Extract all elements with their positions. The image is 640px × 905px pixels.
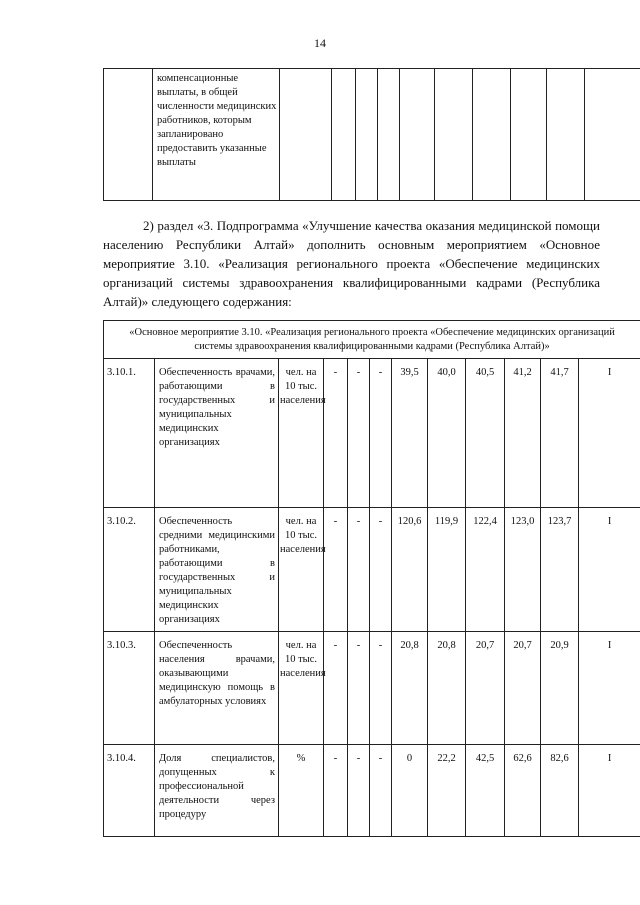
cell-value: 20,7 [466,632,505,745]
cell-value: 20,7 [505,632,541,745]
cell-value: 122,4 [466,508,505,632]
source-code: I [579,508,640,632]
cell-value: 123,7 [541,508,579,632]
unit: чел. на 10 тыс. населения [279,508,324,632]
cell-value: - [370,359,392,508]
unit: % [279,745,324,837]
cell-value: 123,0 [505,508,541,632]
unit: чел. на 10 тыс. населения [279,632,324,745]
cell-value: 42,5 [466,745,505,837]
table-row [104,508,640,632]
table-row [104,359,640,508]
row-number: 3.10.1. [104,359,155,508]
row-number: 3.10.3. [104,632,155,745]
cell-value: - [370,508,392,632]
cell-value: - [370,745,392,837]
indicator-description: Обеспеченность населения врачами, оказывающими медицинскую помощь в амбулаторных условиях [155,632,279,745]
cell-value: - [324,632,348,745]
indicator-description: компенсационные выплаты, в общей численности медицинских работников, которым запланировано предоставить указанные выплаты [153,69,280,201]
cell-value: 82,6 [541,745,579,837]
body-paragraph: 2) раздел «3. Подпрограмма «Улучшение качества оказания медицинской помощи населению Республики Алтай» дополнить основным мероприятием «Основное мероприятие 3.10. «Реализация регионального проекта «Обеспечение медицинских организаций системы здравоохранения квалифицированными кадрами (Республика Алтай)» следующего содержания: [103,218,600,309]
cell-value: 20,9 [541,632,579,745]
cell-value: - [324,359,348,508]
cell-value: - [348,359,370,508]
table-row [104,69,640,201]
previous-table-fragment [103,68,640,201]
page-number: 14 [314,36,326,50]
indicator-description: Обеспеченность врачами, работающими в государственных и муниципальных медицинских организациях [155,359,279,508]
cell-value: 22,2 [428,745,466,837]
cell-value: - [324,508,348,632]
cell-value: 40,5 [466,359,505,508]
cell-value: - [348,508,370,632]
row-number: 3.10.4. [104,745,155,837]
cell-value: - [348,632,370,745]
indicator-description: Обеспеченность средними медицинскими работниками, работающими в государственных и муниципальных медицинских организациях [155,508,279,632]
cell-value: - [370,632,392,745]
cell-value: 39,5 [392,359,428,508]
cell-value: - [324,745,348,837]
cell-value: 40,0 [428,359,466,508]
source-code: I [579,745,640,837]
cell-value: - [348,745,370,837]
indicators-table [103,320,640,837]
cell-value: 41,2 [505,359,541,508]
cell-value: 20,8 [392,632,428,745]
unit: чел. на 10 тыс. населения [279,359,324,508]
source-code: I [579,359,640,508]
row-number: 3.10.2. [104,508,155,632]
cell-value: 41,7 [541,359,579,508]
indicator-description: Доля специалистов, допущенных к профессиональной деятельности через процедуру [155,745,279,837]
cell-value: 62,6 [505,745,541,837]
table-heading: «Основное мероприятие 3.10. «Реализация регионального проекта «Обеспечение медицинских организаций системы здравоохранения квалифицированными кадрами (Республика Алтай)» [104,321,640,359]
cell-value: 20,8 [428,632,466,745]
table-row [104,745,640,837]
table-heading-row [104,321,640,359]
cell-value: 120,6 [392,508,428,632]
cell-value: 0 [392,745,428,837]
cell-value: 119,9 [428,508,466,632]
source-code: I [579,632,640,745]
table-row [104,632,640,745]
